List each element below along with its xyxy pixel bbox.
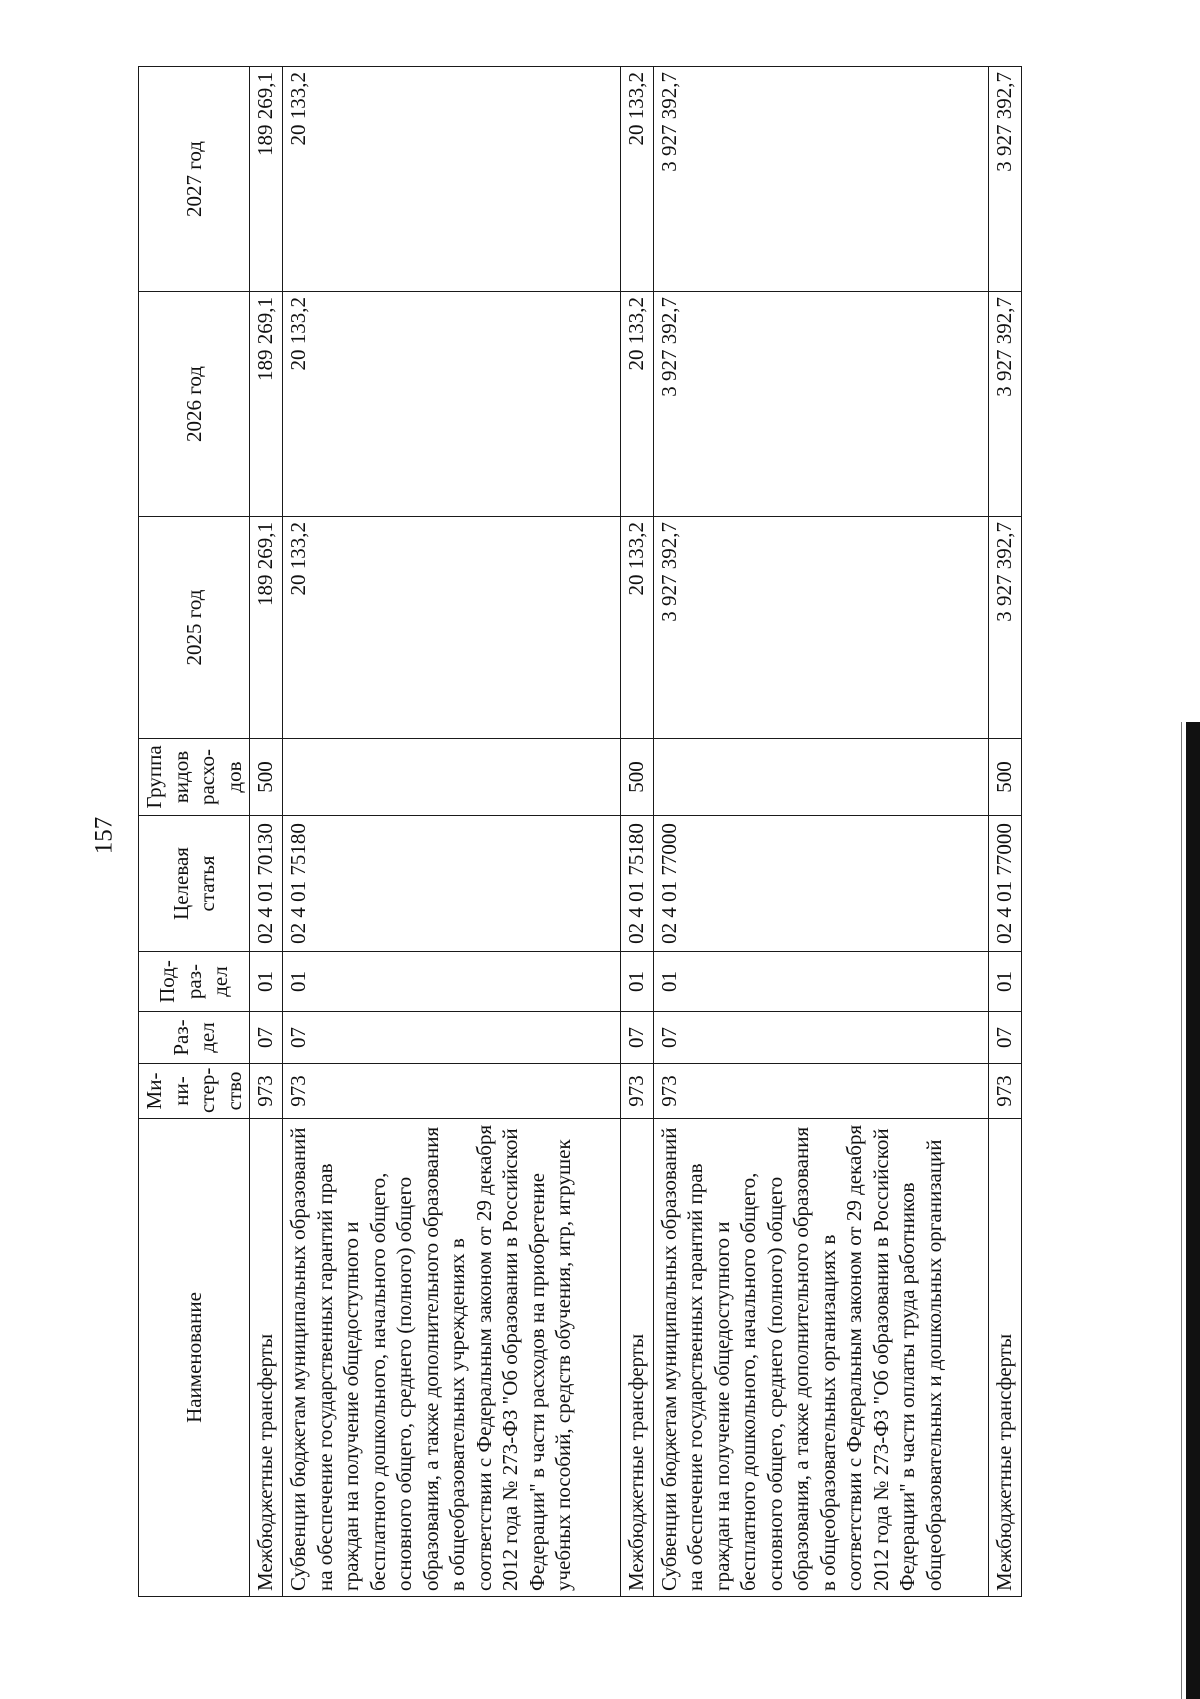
row-2027: 20 133,2	[283, 67, 621, 292]
row-subsection: 01	[250, 952, 283, 1012]
row-target-article: 02 4 01 75180	[620, 816, 653, 952]
header-2027: 2027 год	[139, 67, 250, 292]
row-ministry: 973	[988, 1064, 1021, 1119]
row-2027: 3 927 392,7	[988, 67, 1021, 292]
row-expense-group: 500	[988, 739, 1021, 816]
row-section: 07	[250, 1012, 283, 1064]
table-row	[988, 67, 1021, 1597]
row-expense-group	[283, 739, 621, 816]
row-section: 07	[988, 1012, 1021, 1064]
header-expense-group: Группа видов расхо-дов	[139, 739, 250, 816]
row-section: 07	[283, 1012, 621, 1064]
row-name: Субвенции бюджетам муниципальных образований на обеспечение государственных гарантий прав граждан на получение общедоступного и бесплатного дошкольного, начального общего, основного общего, среднего (полного) общего образования, а также дополнительного образования в общеобразовательных учреждениях в соответствии с Федеральным законом от 29 декабря 2012 года № 273-ФЗ "Об образовании в Российской Федерации" в части расходов на приобретение учебных пособий, средств обучения, игр, игрушек	[283, 1119, 621, 1597]
row-target-article: 02 4 01 75180	[283, 816, 621, 952]
table-row	[620, 67, 653, 1597]
header-ministry: Ми-ни-стер-ство	[139, 1064, 250, 1119]
row-2026: 3 927 392,7	[653, 292, 988, 517]
header-2026: 2026 год	[139, 292, 250, 517]
row-expense-group: 500	[620, 739, 653, 816]
row-2027: 20 133,2	[620, 67, 653, 292]
table-row	[250, 67, 283, 1597]
row-ministry: 973	[620, 1064, 653, 1119]
table-row	[283, 67, 621, 1597]
scan-edge-shadow	[1186, 722, 1200, 1699]
row-2027: 189 269,1	[250, 67, 283, 292]
scan-edge-line	[1181, 722, 1182, 1699]
header-target-article: Целевая статья	[139, 816, 250, 952]
row-target-article: 02 4 01 77000	[653, 816, 988, 952]
row-2025: 3 927 392,7	[653, 517, 988, 739]
row-ministry: 973	[653, 1064, 988, 1119]
row-target-article: 02 4 01 70130	[250, 816, 283, 952]
row-subsection: 01	[653, 952, 988, 1012]
row-2025: 189 269,1	[250, 517, 283, 739]
row-2027: 3 927 392,7	[653, 67, 988, 292]
row-section: 07	[620, 1012, 653, 1064]
row-name: Субвенции бюджетам муниципальных образований на обеспечение государственных гарантий прав граждан на получение общедоступного и бесплатного дошкольного, начального общего, основного общего, среднего (полного) общего образования, а также дополнительного образования в общеобразовательных организациях в соответствии с Федеральным законом от 29 декабря 2012 года № 273-ФЗ "Об образовании в Российской Федерации" в части оплаты труда работников общеобразовательных и дошкольных организаций	[653, 1119, 988, 1597]
budget-table	[138, 66, 1022, 1597]
row-expense-group: 500	[250, 739, 283, 816]
row-2026: 189 269,1	[250, 292, 283, 517]
header-section: Раз-дел	[139, 1012, 250, 1064]
row-2025: 20 133,2	[620, 517, 653, 739]
header-subsection: Под-раз-дел	[139, 952, 250, 1012]
row-name: Межбюджетные трансферты	[988, 1119, 1021, 1597]
row-2026: 20 133,2	[283, 292, 621, 517]
row-2026: 20 133,2	[620, 292, 653, 517]
row-name: Межбюджетные трансферты	[250, 1119, 283, 1597]
row-2025: 20 133,2	[283, 517, 621, 739]
row-subsection: 01	[620, 952, 653, 1012]
budget-table-rotated	[138, 67, 1022, 1597]
page-number: 157	[90, 816, 118, 855]
row-section: 07	[653, 1012, 988, 1064]
row-ministry: 973	[250, 1064, 283, 1119]
header-name: Наименование	[139, 1119, 250, 1597]
table-row	[653, 67, 988, 1597]
row-2026: 3 927 392,7	[988, 292, 1021, 517]
row-subsection: 01	[988, 952, 1021, 1012]
row-name: Межбюджетные трансферты	[620, 1119, 653, 1597]
row-ministry: 973	[283, 1064, 621, 1119]
row-subsection: 01	[283, 952, 621, 1012]
header-row	[139, 67, 250, 1597]
row-expense-group	[653, 739, 988, 816]
row-target-article: 02 4 01 77000	[988, 816, 1021, 952]
row-2025: 3 927 392,7	[988, 517, 1021, 739]
header-2025: 2025 год	[139, 517, 250, 739]
